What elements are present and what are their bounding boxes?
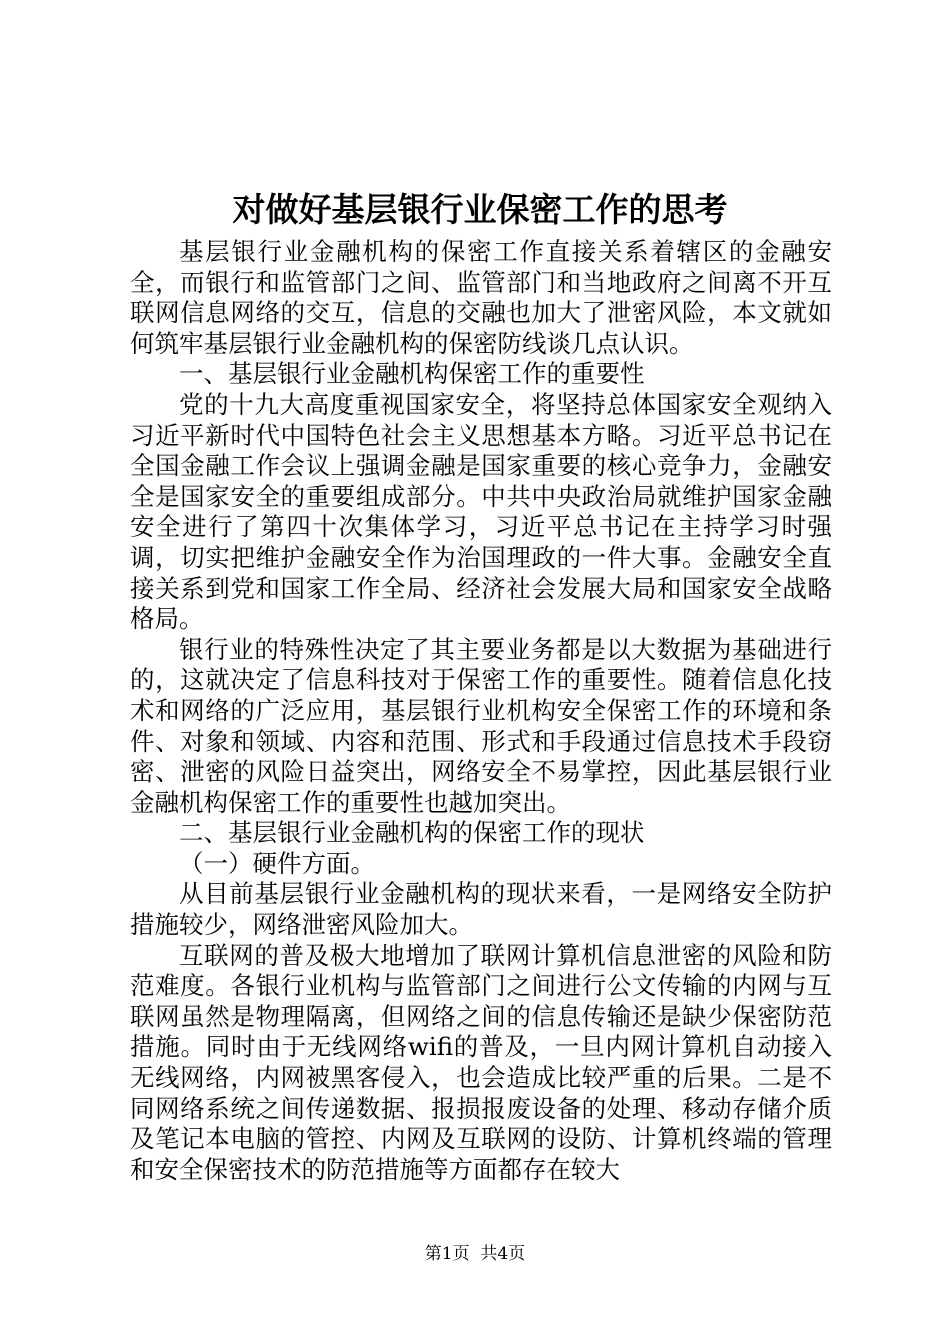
paragraph: 从目前基层银行业金融机构的现状来看，一是网络安全防护措施较少，网络泄密风险加大。 [130, 879, 832, 940]
paragraph: 互联网的普及极大地增加了联网计算机信息泄密的风险和防范难度。各银行业机构与监管部门之间进行公文传输的内网与互联网虽然是物理隔离，但网络之间的信息传输还是缺少保密防范措施。同时由于无线网络wifi的普及，一旦内网计算机自动接入无线网络，内网被黑客侵入，也会造成比较严重的后果。二是不同网络系统之间传递数据、报损报废设备的处理、移动存储介质及笔记本电脑的管控、内网及互联网的设防、计算机终端的管理和安全保密技术的防范措施等方面都存在较大 [130, 940, 832, 1184]
paragraph: 党的十九大高度重视国家安全，将坚持总体国家安全观纳入习近平新时代中国特色社会主义思想基本方略。习近平总书记在全国金融工作会议上强调金融是国家重要的核心竞争力，金融安全是国家安全的重要组成部分。中共中央政治局就维护国家金融安全进行了第四十次集体学习，习近平总书记在主持学习时强调，切实把维护金融安全作为治国理政的一件大事。金融安全直接关系到党和国家工作全局、经济社会发展大局和国家安全战略格局。 [130, 389, 832, 634]
document-title: 对做好基层银行业保密工作的思考 [232, 190, 728, 229]
section-heading-2: 二、基层银行业金融机构的保密工作的现状 [179, 818, 645, 848]
paragraph: 银行业的特殊性决定了其主要业务都是以大数据为基础进行的，这就决定了信息科技对于保密工作的重要性。随着信息化技术和网络的广泛应用，基层银行业机构安全保密工作的环境和条件、对象和领域、内容和范围、形式和手段通过信息技术手段窃密、泄密的风险日益突出，网络安全不易掌控，因此基层银行业金融机构保密工作的重要性也越加突出。 [130, 634, 832, 817]
page-number-label: 第1页 共4页 [424, 1244, 526, 1264]
document-body [130, 237, 832, 1185]
section-heading-1: 一、基层银行业金融机构保密工作的重要性 [179, 359, 645, 389]
page-footer [0, 1243, 950, 1265]
subsection-heading: （一）硬件方面。 [179, 848, 375, 878]
paragraph-intro: 基层银行业金融机构的保密工作直接关系着辖区的金融安全，而银行和监管部门之间、监管部门和当地政府之间离不开互联网信息网络的交互，信息的交融也加大了泄密风险，本文就如何筑牢基层银行业金融机构的保密防线谈几点认识。 [130, 237, 832, 358]
